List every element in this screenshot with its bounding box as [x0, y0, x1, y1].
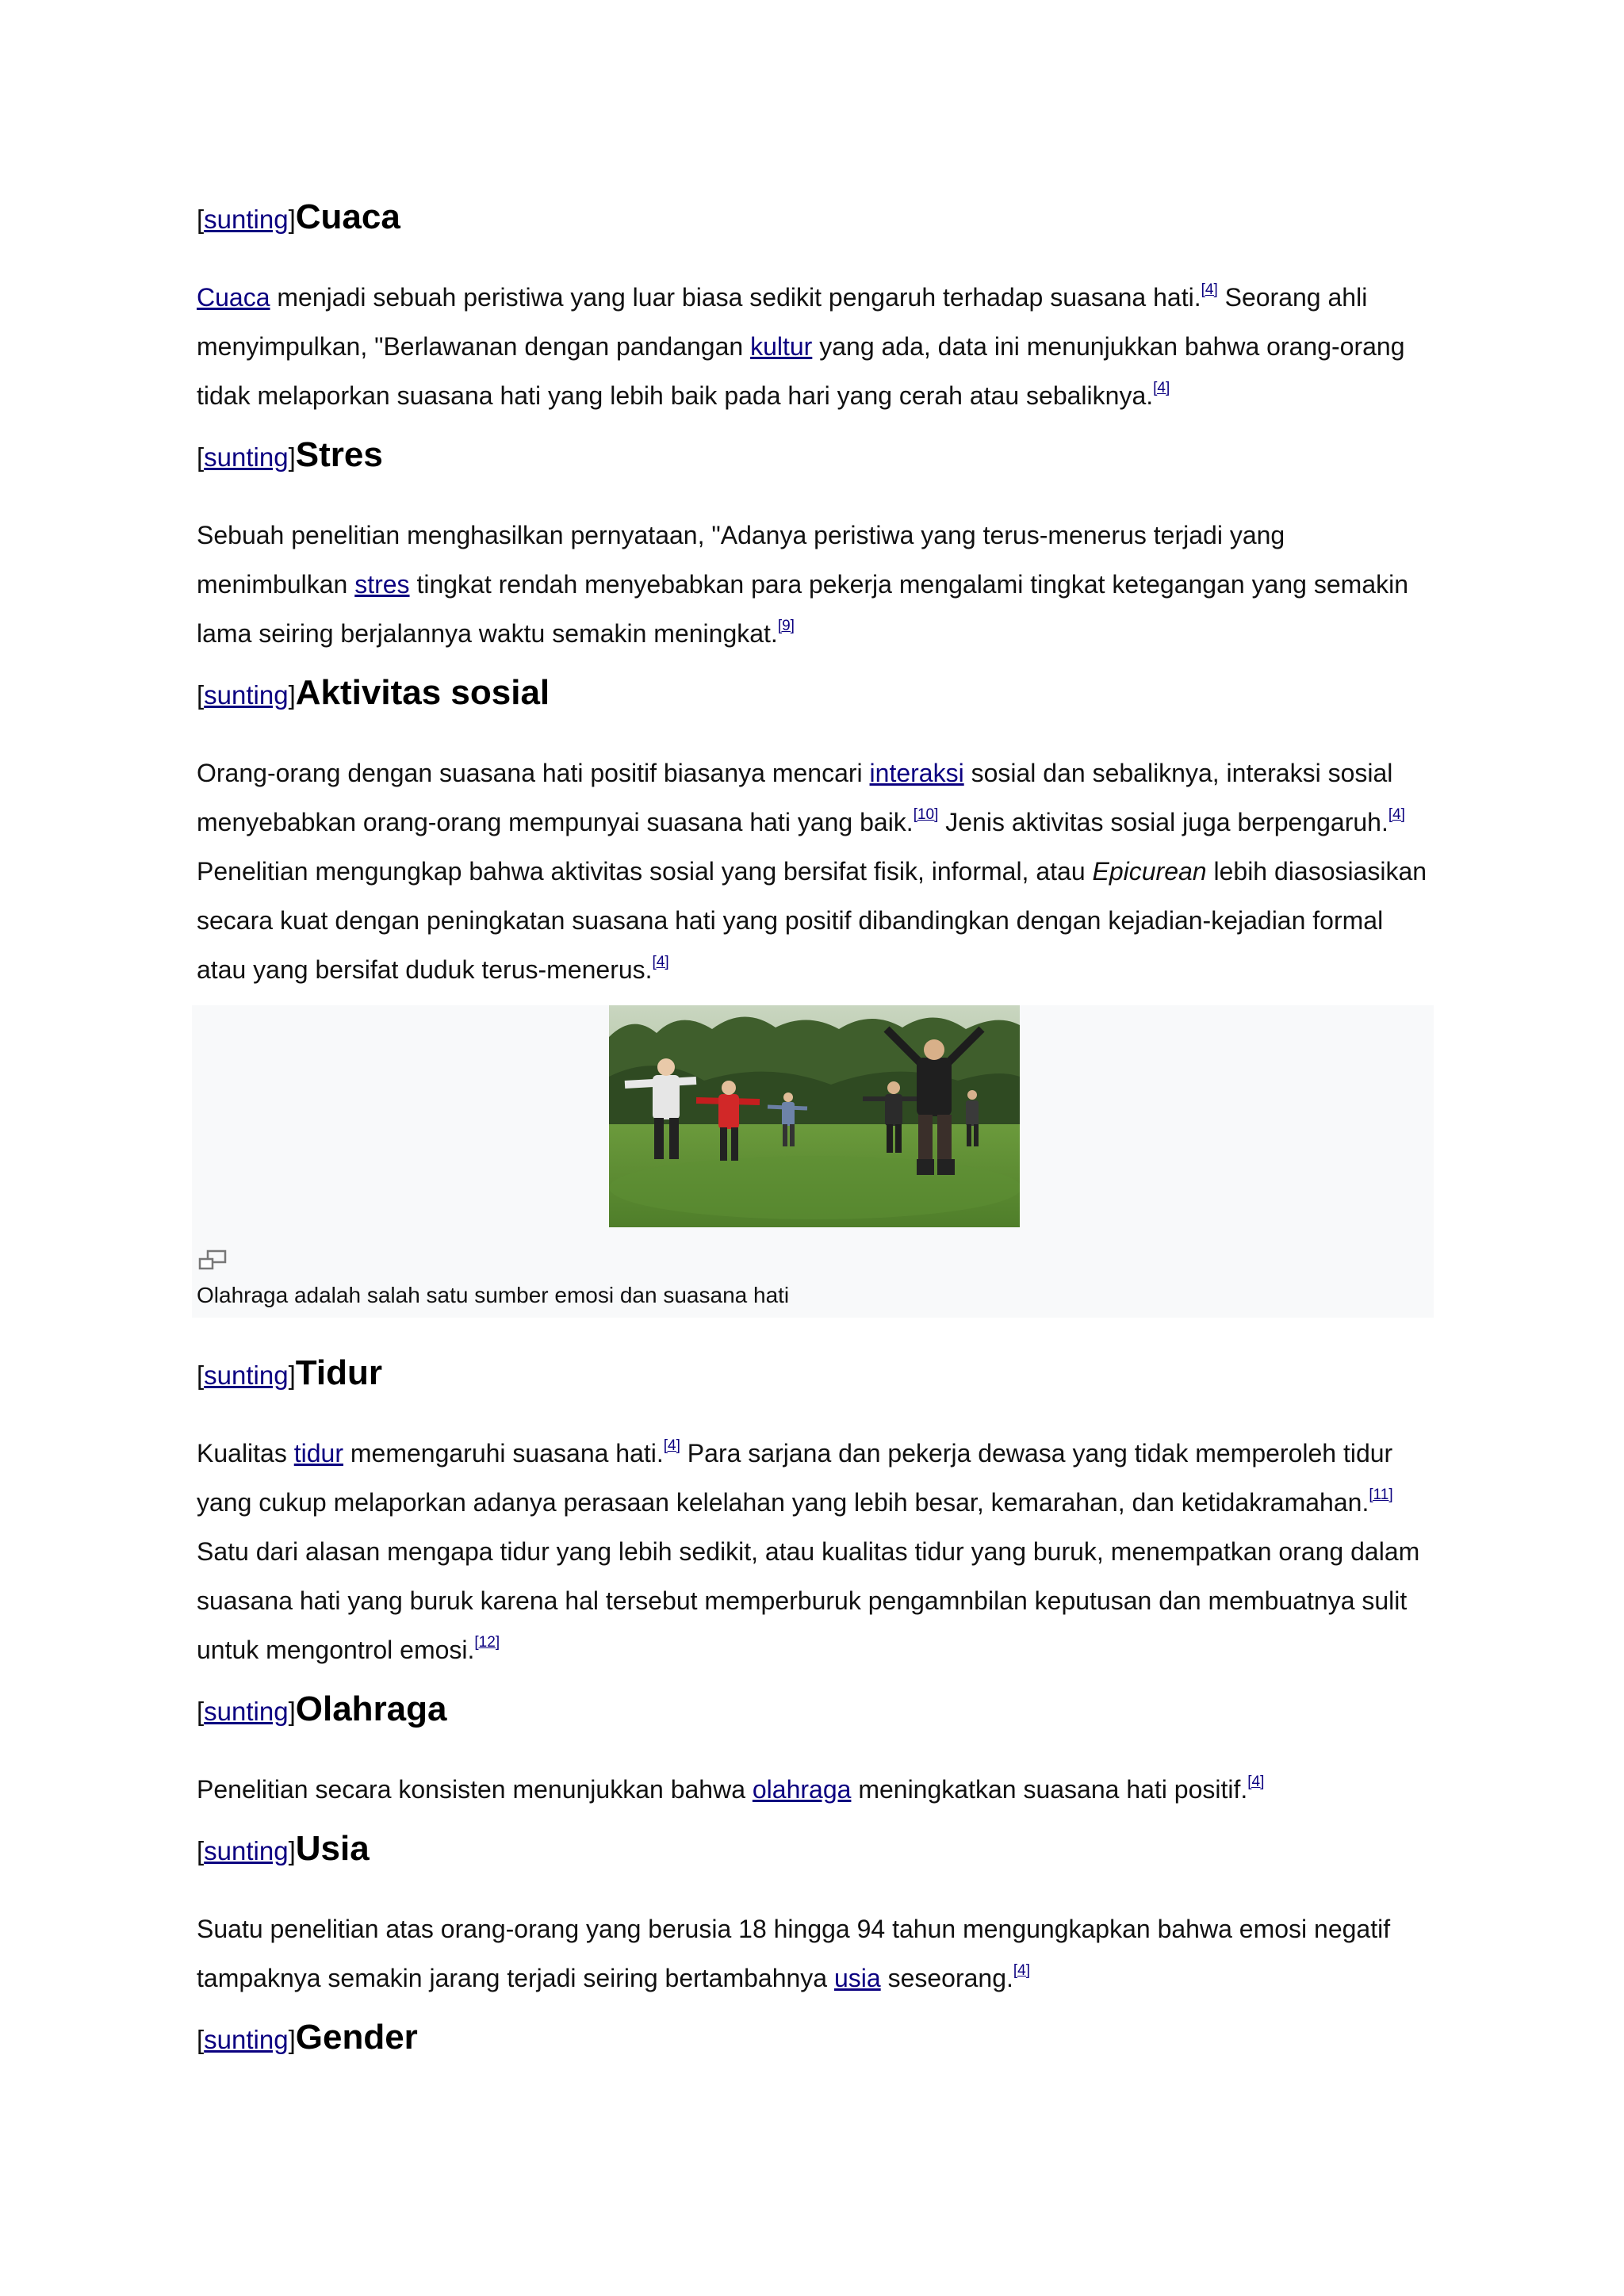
edit-bracket-close: ]	[288, 1836, 296, 1866]
heading-olahraga: Olahraga	[295, 1689, 447, 1728]
reference-link[interactable]: [12]	[474, 1634, 500, 1651]
article-content	[197, 193, 1434, 2093]
exercise-photo[interactable]	[609, 1005, 1020, 1227]
figure-thumbnail-box	[192, 1005, 1434, 1318]
reference-superscript	[664, 1437, 680, 1454]
edit-bracket-close: ]	[288, 2025, 296, 2054]
reference-superscript	[914, 806, 939, 823]
text-span: lebih diasosiasikan secara kuat dengan peningkatan suasana hati yang positif dibandingkan dengan kejadian-kejadian formal atau yang bersifat duduk terus-menerus.	[197, 857, 1427, 984]
reference-link[interactable]: [10]	[913, 806, 939, 823]
text-span: memengaruhi suasana hati.	[343, 1439, 664, 1468]
paragraph-olahraga	[197, 1765, 1434, 1814]
reference-link[interactable]: [4]	[1388, 806, 1405, 823]
text-span: seseorang.	[880, 1964, 1013, 1992]
section-heading-tidur	[197, 1349, 1434, 1405]
text-span: sosial dan sebaliknya, interaksi sosial menyebabkan orang-orang mempunyai suasana hati yang baik.	[197, 759, 1393, 836]
reference-superscript	[1153, 380, 1170, 396]
edit-link-olahraga[interactable]: sunting	[204, 1697, 289, 1726]
edit-bracket-close: ]	[288, 1360, 296, 1390]
paragraph-cuaca	[197, 273, 1434, 420]
edit-bracket-open: [	[197, 1836, 205, 1866]
text-span: meningkatkan suasana hati positif.	[851, 1775, 1248, 1804]
edit-bracket-close: ]	[288, 680, 296, 710]
reference-link[interactable]: [4]	[1247, 1774, 1265, 1790]
link-kultur[interactable]: kultur	[750, 332, 813, 361]
edit-link-cuaca[interactable]: sunting	[204, 205, 289, 234]
reference-link[interactable]: [9]	[777, 618, 795, 634]
link-usia[interactable]: usia	[833, 1964, 881, 1992]
reference-superscript	[1013, 1962, 1030, 1979]
edit-link-aktivitas-sosial[interactable]: sunting	[204, 680, 289, 710]
heading-stres: Stres	[295, 435, 383, 474]
text-span: Sebuah penelitian menghasilkan pernyataan, "Adanya peristiwa yang terus-menerus terjadi yang menimbulkan	[197, 521, 1285, 599]
edit-link-usia[interactable]: sunting	[204, 1836, 289, 1866]
edit-bracket-open: [	[197, 205, 205, 234]
reference-link[interactable]: [4]	[1013, 1962, 1031, 1979]
link-stres[interactable]: stres	[354, 570, 410, 599]
section-heading-cuaca	[197, 193, 1434, 249]
text-span: Suatu penelitian atas orang-orang yang berusia 18 hingga 94 tahun mengungkapkan bahwa emosi negatif tampaknya semakin jarang terjadi seiring bertambahnya	[197, 1915, 1391, 1992]
section-heading-stres	[197, 431, 1434, 487]
text-span: menjadi sebuah peristiwa yang luar biasa sedikit pengaruh terhadap suasana hati.	[270, 283, 1201, 312]
text-span: Para sarjana dan pekerja dewasa yang tidak memperoleh tidur yang cukup melaporkan adanya perasaan kelelahan yang lebih besar, kemarahan, dan ketidakramahan.	[197, 1439, 1393, 1517]
edit-bracket-close: ]	[288, 442, 296, 472]
heading-aktivitas-sosial: Aktivitas sosial	[295, 673, 550, 712]
heading-tidur: Tidur	[295, 1353, 382, 1392]
figure-caption: Olahraga adalah salah satu sumber emosi dan suasana hati	[197, 1283, 790, 1307]
paragraph-aktivitas-sosial	[197, 748, 1434, 994]
reference-link[interactable]: [4]	[652, 954, 669, 970]
text-span: Penelitian mengungkap bahwa aktivitas sosial yang bersifat fisik, informal, atau	[197, 857, 1093, 886]
heading-gender: Gender	[295, 2018, 418, 2057]
edit-bracket-open: [	[197, 680, 205, 710]
link-cuaca[interactable]: Cuaca	[197, 283, 270, 312]
edit-bracket-open: [	[197, 442, 205, 472]
link-olahraga[interactable]: olahraga	[752, 1775, 852, 1804]
text-span: Jenis aktivitas sosial juga berpengaruh.	[938, 808, 1388, 836]
reference-superscript	[1388, 806, 1405, 823]
link-interaksi[interactable]: interaksi	[869, 759, 964, 787]
edit-bracket-open: [	[197, 1697, 205, 1726]
text-span: yang ada, data ini menunjukkan bahwa orang-orang tidak melaporkan suasana hati yang lebih baik pada hari yang cerah atau sebaliknya.	[197, 332, 1405, 410]
paragraph-stres	[197, 511, 1434, 658]
edit-bracket-close: ]	[288, 1697, 296, 1726]
enlarge-icon[interactable]	[198, 1249, 227, 1272]
reference-superscript	[1369, 1487, 1392, 1503]
paragraph-usia	[197, 1904, 1434, 2003]
edit-link-gender[interactable]: sunting	[204, 2025, 289, 2054]
reference-link[interactable]: [4]	[1153, 380, 1170, 396]
reference-superscript	[653, 954, 669, 970]
section-heading-usia	[197, 1825, 1434, 1881]
text-span: Satu dari alasan mengapa tidur yang lebih sedikit, atau kualitas tidur yang buruk, menempatkan orang dalam suasana hati yang buruk karena hal tersebut memperburuk pengamnbilan keputusan dan membuatnya sulit untuk mengontrol emosi.	[197, 1537, 1420, 1664]
text-span: Orang-orang dengan suasana hati positif biasanya mencari	[197, 759, 870, 787]
exercise-photo-image	[609, 1005, 1020, 1227]
reference-link[interactable]: [4]	[1201, 281, 1218, 298]
edit-link-tidur[interactable]: sunting	[204, 1360, 289, 1390]
reference-superscript	[1201, 281, 1218, 298]
reference-link[interactable]: [4]	[663, 1437, 680, 1454]
paragraph-tidur	[197, 1429, 1434, 1674]
reference-superscript	[778, 618, 795, 634]
edit-bracket-open: [	[197, 1360, 205, 1390]
heading-usia: Usia	[295, 1829, 370, 1868]
edit-link-stres[interactable]: sunting	[204, 442, 289, 472]
edit-bracket-close: ]	[288, 205, 296, 234]
text-span: Seorang ahli menyimpulkan, "Berlawanan dengan pandangan	[197, 283, 1368, 361]
link-tidur[interactable]: tidur	[293, 1439, 343, 1468]
reference-superscript	[1247, 1774, 1264, 1790]
text-span: tingkat rendah menyebabkan para pekerja mengalami tingkat ketegangan yang semakin lama seiring berjalannya waktu semakin meningkat.	[197, 570, 1409, 648]
emphasis-epicurean: Epicurean	[1092, 857, 1207, 886]
text-span: Penelitian secara konsisten menunjukkan bahwa	[197, 1775, 753, 1804]
text-span: Kualitas	[197, 1439, 294, 1468]
edit-bracket-open: [	[197, 2025, 205, 2054]
section-heading-aktivitas-sosial	[197, 669, 1434, 725]
heading-cuaca: Cuaca	[295, 197, 400, 236]
section-heading-gender	[197, 2014, 1434, 2069]
section-heading-olahraga	[197, 1686, 1434, 1741]
reference-superscript	[474, 1634, 500, 1651]
reference-link[interactable]: [11]	[1369, 1487, 1393, 1503]
